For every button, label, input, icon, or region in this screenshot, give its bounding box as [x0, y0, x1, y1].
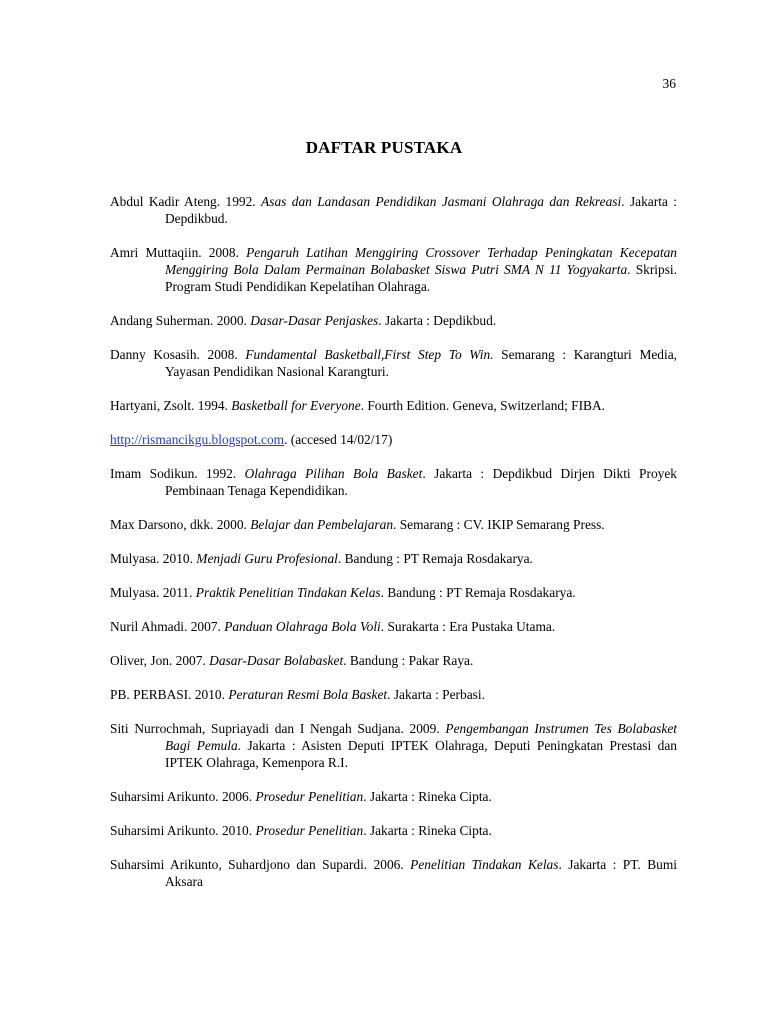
reference-entry — [110, 652, 677, 669]
reference-title: Dasar-Dasar Bolabasket — [209, 653, 344, 668]
reference-entry — [110, 822, 677, 839]
reference-author: PB. PERBASI. 2010. — [110, 687, 229, 702]
reference-author: Oliver, Jon. 2007. — [110, 653, 210, 668]
reference-author: Imam Sodikun. 1992. — [110, 466, 245, 481]
reference-publication: . Jakarta : Asisten Deputi IPTEK Olahraga, Deputi Peningkatan Prestasi dan IPTEK Olahraga, Kemenpora R.I. — [165, 738, 678, 770]
reference-list — [110, 193, 677, 907]
reference-author: Abdul Kadir Ateng. 1992. — [110, 194, 262, 209]
reference-title: Penelitian Tindakan Kelas — [410, 857, 559, 872]
reference-publication: . Jakarta : Depdikbud. — [165, 194, 677, 226]
reference-entry — [110, 720, 677, 771]
reference-entry — [110, 465, 677, 499]
page-title: DAFTAR PUSTAKA — [305, 138, 463, 157]
reference-publication: . Jakarta : Depdikbud Dirjen Dikti Proyek Pembinaan Tenaga Kependidikan. — [165, 466, 677, 498]
reference-author: Mulyasa. 2010. — [110, 551, 197, 566]
reference-title: Fundamental Basketball,First Step To Win. — [245, 347, 494, 362]
reference-entry — [110, 550, 677, 567]
reference-author: Danny Kosasih. 2008. — [110, 347, 246, 362]
reference-author: Amri Muttaqiin. 2008. — [110, 245, 247, 260]
reference-author: Hartyani, Zsolt. 1994. — [110, 398, 232, 413]
reference-author: Suharsimi Arikunto, Suhardjono dan Supardi. 2006. — [110, 857, 411, 872]
reference-entry — [110, 584, 677, 601]
reference-publication: . Jakarta : Rineka Cipta. — [363, 823, 492, 838]
reference-publication: Semarang : Karangturi Media, Yayasan Pendidikan Nasional Karangturi. — [165, 347, 678, 379]
reference-entry — [110, 397, 677, 414]
reference-publication: . Skripsi. Program Studi Pendidikan Kepelatihan Olahraga. — [165, 262, 677, 294]
reference-entry — [110, 244, 677, 295]
reference-author: Max Darsono, dkk. 2000. — [110, 517, 251, 532]
reference-publication: . Bandung : Pakar Raya. — [343, 653, 474, 668]
reference-publication: . Surakarta : Era Pustaka Utama. — [380, 619, 556, 634]
reference-author: Suharsimi Arikunto. 2010. — [110, 823, 256, 838]
reference-publication: . Semarang : CV. IKIP Semarang Press. — [393, 517, 605, 532]
reference-publication: . Jakarta : PT. Bumi Aksara — [165, 857, 677, 889]
reference-entry — [110, 346, 677, 380]
reference-publication: . Bandung : PT Remaja Rosdakarya. — [380, 585, 576, 600]
reference-entry — [110, 193, 677, 227]
reference-author: Mulyasa. 2011. — [110, 585, 196, 600]
reference-title: Peraturan Resmi Bola Basket — [228, 687, 388, 702]
reference-title: Pengembangan Instrumen Tes Bolabasket Bagi Pemula — [165, 721, 677, 753]
reference-title: Pengaruh Latihan Menggiring Crossover Terhadap Peningkatan Kecepatan Menggiring Bola Dalam Permainan Bolabasket Siswa Putri SMA N 11 Yogyakarta — [165, 245, 677, 277]
reference-author: Nuril Ahmadi. 2007. — [110, 619, 225, 634]
reference-title: Panduan Olahraga Bola Voli — [224, 619, 381, 634]
reference-title: Menjadi Guru Profesional — [196, 551, 338, 566]
reference-publication: . Jakarta : Depdikbud. — [378, 313, 497, 328]
reference-entry — [110, 431, 677, 448]
reference-entry — [110, 312, 677, 329]
reference-publication: . Jakarta : Perbasi. — [387, 687, 485, 702]
reference-title: Olahraga Pilihan Bola Basket — [244, 466, 423, 481]
reference-entry — [110, 788, 677, 805]
reference-title: Dasar-Dasar Penjaskes — [250, 313, 379, 328]
reference-title: Prosedur Penelitian — [255, 823, 364, 838]
reference-entry — [110, 856, 677, 890]
page-number: 36 — [662, 76, 676, 91]
reference-link[interactable]: http://rismancikgu.blogspot.com — [110, 432, 285, 447]
reference-author: Andang Suherman. 2000. — [110, 313, 251, 328]
reference-title: Basketball for Everyone — [231, 398, 361, 413]
reference-title: Asas dan Landasan Pendidikan Jasmani Olahraga dan Rekreasi — [261, 194, 622, 209]
reference-title: Praktik Penelitian Tindakan Kelas — [195, 585, 381, 600]
reference-publication: . Bandung : PT Remaja Rosdakarya. — [337, 551, 533, 566]
reference-author: Siti Nurrochmah, Supriayadi dan I Nengah Sudjana. 2009. — [110, 721, 446, 736]
reference-author: Suharsimi Arikunto. 2006. — [110, 789, 256, 804]
reference-publication: . Fourth Edition. Geneva, Switzerland; FIBA. — [360, 398, 606, 413]
reference-title: Belajar dan Pembelajaran — [250, 517, 394, 532]
reference-publication: . (accesed 14/02/17) — [284, 432, 393, 447]
reference-entry — [110, 516, 677, 533]
reference-publication: . Jakarta : Rineka Cipta. — [363, 789, 492, 804]
reference-entry — [110, 686, 677, 703]
reference-entry — [110, 618, 677, 635]
reference-title: Prosedur Penelitian — [255, 789, 364, 804]
